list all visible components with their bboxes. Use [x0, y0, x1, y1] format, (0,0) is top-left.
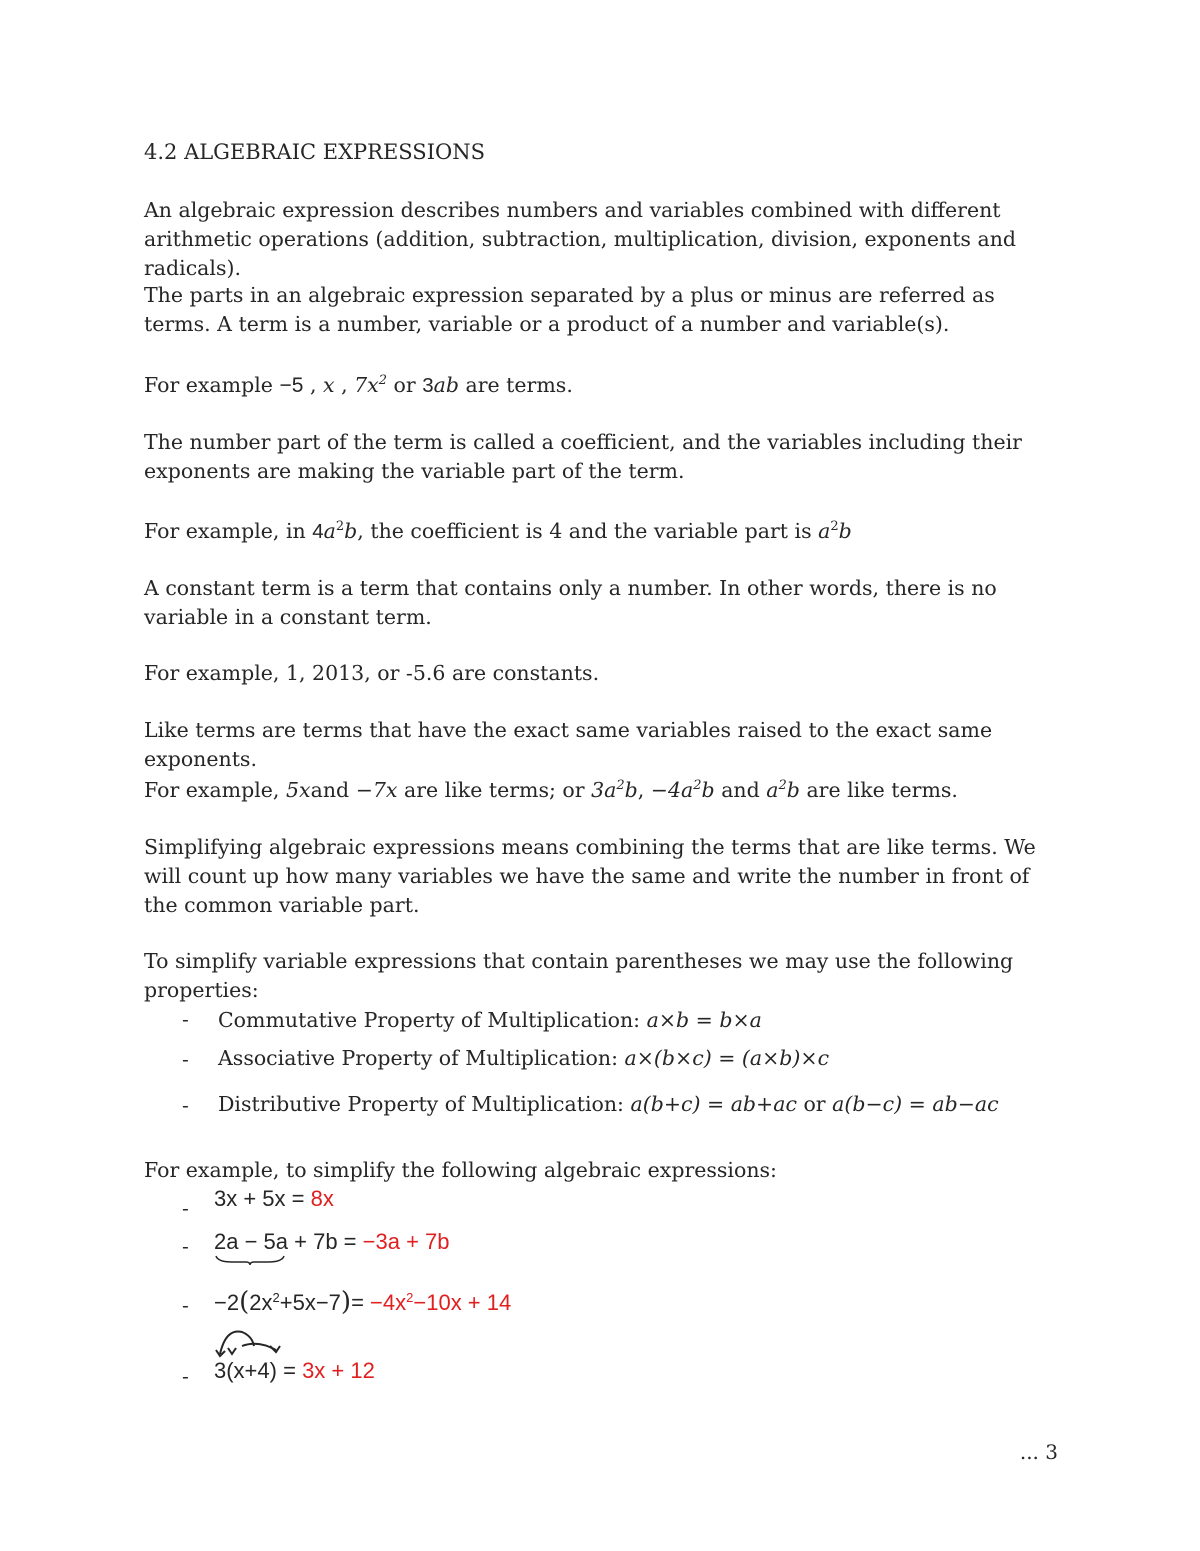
word-or: or	[393, 373, 416, 397]
formula-commutative: a×b = b×a	[646, 1008, 762, 1032]
variable-part-a2b: $a^2b$	[818, 519, 852, 543]
page-number: ... 3	[1019, 1440, 1058, 1464]
paragraph-coefficient-example: For example, in $4a^2b$, the coefficient is 4 and the variable part is $a^2b$	[144, 519, 852, 543]
paragraph-properties-intro: To simplify variable expressions that contain parentheses we may use the following properties:	[144, 949, 1014, 1002]
paragraph-like-terms-example: For example, 5xand −7x are like terms; or $3a^2b$, $-4a^2b$ and $a^2b$ are like terms.	[144, 778, 958, 802]
term-3ab: 3ab	[422, 373, 459, 397]
example-2-answer: −3a + 7b	[362, 1229, 450, 1254]
term-7x2: $7x^2$	[354, 373, 387, 397]
term-3a2b: $3a^2b$	[591, 778, 638, 802]
paragraph-definition: An algebraic expression describes numbers and variables combined with different arithmetic operations (addition, subtraction, multiplication, division, exponents and radicals).	[144, 198, 1017, 280]
list-bullet: -	[182, 1093, 189, 1117]
example-1-lhs: 3x + 5x =	[214, 1186, 305, 1211]
paragraph-coefficient: The number part of the term is called a coefficient, and the variables including their exponents are making the variable part of the term.	[144, 430, 1022, 483]
formula-distributive-plus: a(b+c) = ab+ac	[630, 1092, 797, 1116]
list-bullet: -	[182, 1234, 189, 1258]
example-3-answer: $-4x^2-10x + 14$	[370, 1290, 512, 1315]
list-bullet: -	[182, 1196, 189, 1220]
like-terms-brace	[214, 1254, 286, 1266]
paragraph-simplifying: Simplifying algebraic expressions means combining the terms that are like terms. We will count up how many variables we have the same and write the number in front of the common variable part.	[144, 835, 1036, 917]
paragraph-like-terms: Like terms are terms that have the exact same variables raised to the exact same exponents.	[144, 718, 993, 771]
term-5x: 5x	[285, 778, 311, 802]
example-2-lhs: 2a − 5a + 7b =	[214, 1229, 357, 1254]
example-3: $-2(2x^2+5x-7)= -4x^2-10x + 14$	[214, 1287, 512, 1317]
example-tail: are terms.	[465, 373, 573, 397]
example-4-lhs: 3(x+4) =	[214, 1358, 296, 1383]
example-4	[214, 1356, 375, 1386]
example-4-answer: 3x + 12	[302, 1358, 375, 1383]
paragraph-term-examples: For example −5 , x , $7x^2$ or 3ab are terms.	[144, 373, 573, 397]
formula-associative: a×(b×c) = (a×b)×c	[624, 1046, 830, 1070]
term-x: x	[322, 373, 335, 397]
example-1	[214, 1184, 334, 1214]
paragraph-constant: A constant term is a term that contains only a number. In other words, there is no variable in a constant term.	[144, 576, 997, 629]
term-a2b: $a^2b$	[766, 778, 800, 802]
term-neg4a2b: $-4a^2b$	[650, 778, 715, 802]
list-bullet: -	[182, 1293, 189, 1317]
property-commutative: Commutative Property of Multiplication: a×b = b×a	[218, 1008, 762, 1032]
list-bullet: -	[182, 1047, 189, 1071]
list-bullet: -	[182, 1364, 189, 1388]
term-neg7x: −7x	[355, 778, 398, 802]
paragraph-terms: The parts in an algebraic expression separated by a plus or minus are referred as terms. A term is a number, variable or a product of a number and variable(s).	[144, 283, 995, 336]
term-neg5: −5	[279, 374, 304, 397]
section-title: 4.2 ALGEBRAIC EXPRESSIONS	[144, 140, 485, 164]
formula-distributive-minus: a(b−c) = ab−ac	[832, 1092, 999, 1116]
property-associative: Associative Property of Multiplication: a×(b×c) = (a×b)×c	[218, 1046, 830, 1070]
paragraph-constant-example: For example, 1, 2013, or -5.6 are constants.	[144, 661, 600, 685]
distribution-arrows-icon	[212, 1324, 284, 1360]
example-1-answer: 8x	[310, 1186, 334, 1211]
list-bullet: -	[182, 1007, 189, 1031]
example-lead: For example	[144, 373, 273, 397]
example-2	[214, 1227, 450, 1257]
paragraph-examples-intro: For example, to simplify the following algebraic expressions:	[144, 1158, 777, 1182]
term-4a2b: $4a^2b$	[312, 519, 358, 543]
property-distributive: Distributive Property of Multiplication: a(b+c) = ab+ac or a(b−c) = ab−ac	[218, 1092, 999, 1116]
